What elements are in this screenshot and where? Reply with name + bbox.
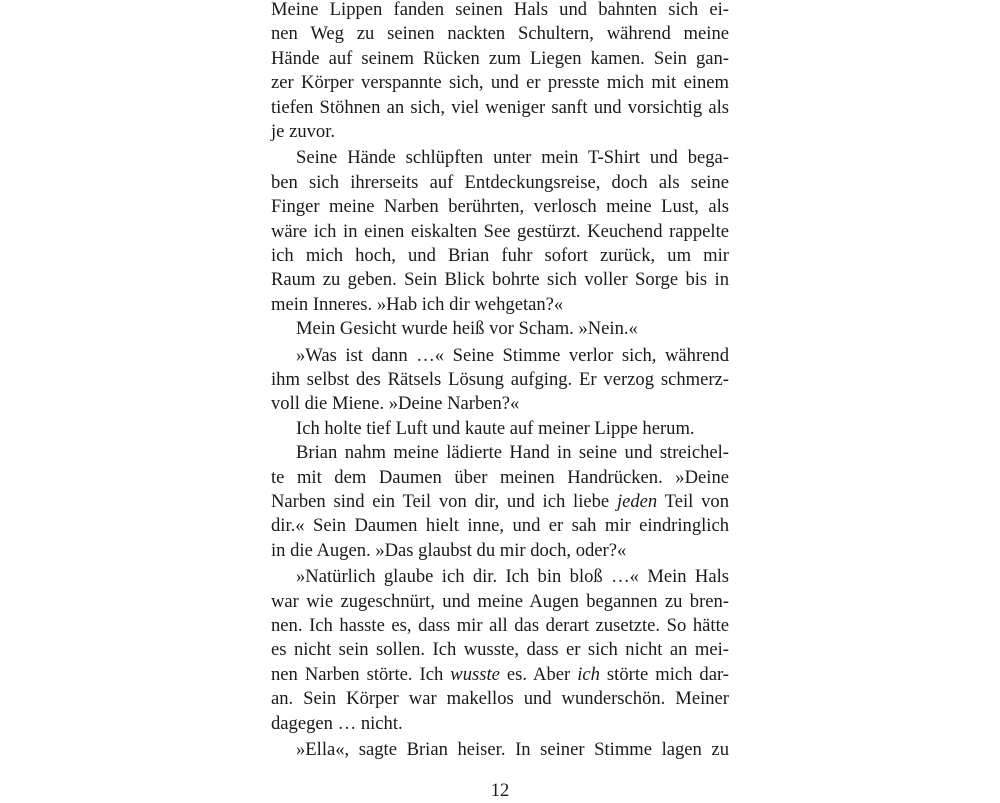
text-line: Hände auf seinem Rücken zum Liegen kamen. Sein gan- (271, 47, 729, 69)
page-number: 12 (490, 780, 510, 801)
text-line: dir.« Sein Daumen hielt inne, und er sah mir eindringlich (271, 515, 729, 537)
emphasis-text: wusste (450, 663, 500, 685)
text-line: es nicht sein sollen. Ich wusste, dass er sich nicht an mei- (271, 639, 729, 661)
emphasis-text: ich (577, 663, 600, 685)
text-line: Brian nahm meine lädierte Hand in seine und streichel- (296, 442, 729, 464)
text-run: Teil von (657, 491, 729, 512)
text-line: voll die Miene. »Deine Narben?« (271, 393, 520, 415)
text-line: te mit dem Daumen über meinen Handrücken. »Deine (271, 466, 729, 488)
text-line: mein Inneres. »Hab ich dir wehgetan?« (271, 293, 564, 315)
text-line (271, 663, 729, 687)
emphasis-text: jeden (616, 491, 658, 512)
text-line: Raum zu geben. Sein Blick bohrte sich voller Sorge bis in (271, 269, 729, 291)
text-line: Ich holte tief Luft und kaute auf meiner Lippe herum. (296, 417, 695, 439)
text-line: ich mich hoch, und Brian fuhr sofort zurück, um mir (271, 245, 729, 266)
text-line: nen. Ich hasste es, dass mir all das derart zusetzte. So hätte (271, 615, 729, 636)
text-line (271, 490, 729, 514)
text-line: je zuvor. (271, 121, 336, 142)
text-line: war wie zugeschnürt, und meine Augen begannen zu bren- (271, 590, 729, 612)
text-line: »Was ist dann …« Seine Stimme verlor sich, während (296, 344, 729, 366)
text-line: zer Körper verspannte sich, und er presste mich mit einem (271, 72, 729, 94)
text-run: störte mich dar- (599, 663, 729, 685)
text-line: dagegen … nicht. (271, 712, 403, 734)
text-line: nen Weg zu seinen nackten Schultern, während meine (271, 23, 729, 45)
text-line: ben sich ihrerseits auf Entdeckungsreise, doch als seine (271, 171, 729, 193)
text-line: Mein Gesicht wurde heiß vor Scham. »Nein.« (296, 318, 638, 340)
text-line: tiefen Stöhnen an sich, viel weniger sanft und vorsichtig als (271, 96, 729, 118)
text-line: »Natürlich glaube ich dir. Ich bin bloß …« Mein Hals (296, 566, 729, 588)
text-line: Finger meine Narben berührten, verlosch meine Lust, als (271, 196, 729, 218)
text-line: »Ella«, sagte Brian heiser. In seiner Stimme lagen zu (296, 739, 729, 760)
text-line: wäre ich in einen eiskalten See gestürzt. Keuchend rappelte (271, 220, 729, 242)
text-run: Narben sind ein Teil von dir, und ich liebe (271, 491, 617, 512)
text-line: Meine Lippen fanden seinen Hals und bahnten sich ei- (271, 0, 729, 20)
text-run: es. Aber (499, 663, 578, 685)
text-line: in die Augen. »Das glaubst du mir doch, oder?« (271, 539, 627, 561)
text-line: an. Sein Körper war makellos und wunderschön. Meiner (271, 688, 729, 710)
text-run: nen Narben störte. Ich (271, 663, 451, 685)
text-line: ihm selbst des Rätsels Lösung aufging. Er verzog schmerz- (271, 369, 729, 390)
text-line: Seine Hände schlüpften unter mein T-Shirt und bega- (296, 147, 729, 169)
